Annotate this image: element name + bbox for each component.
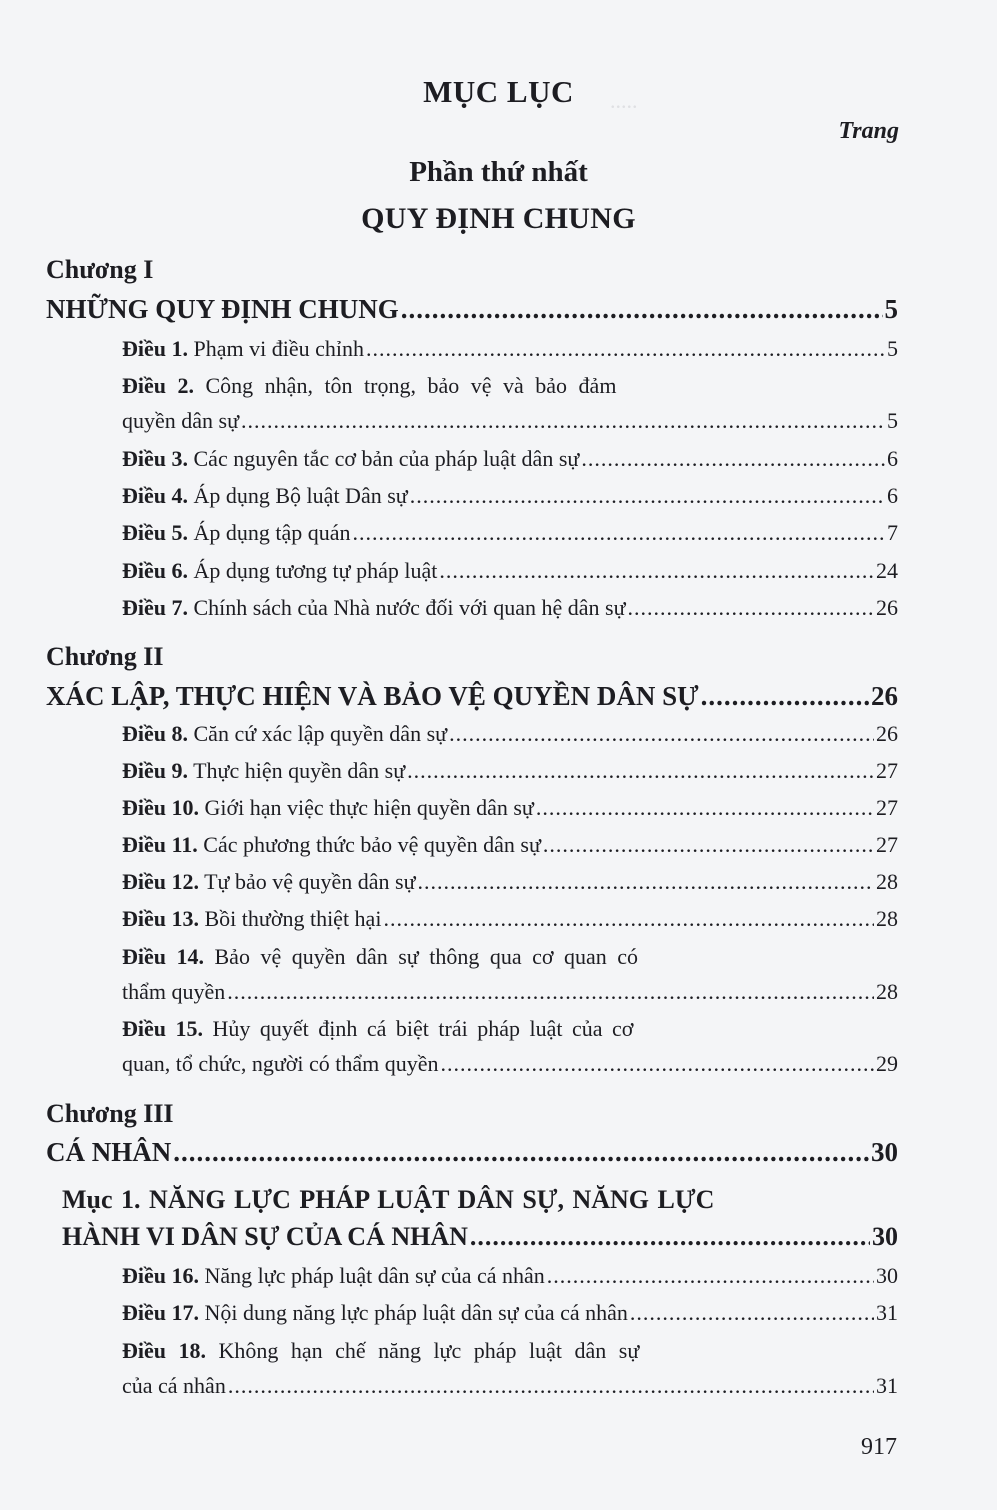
page-ref: 30 [876, 1263, 898, 1288]
page-ref: 28 [876, 869, 898, 894]
page-ref: 27 [876, 758, 898, 783]
toc-entry[interactable] [122, 979, 898, 1005]
leader-dots [228, 1373, 874, 1399]
article-title: Tự bảo vệ quyền dân sự [204, 869, 416, 894]
page-ref: 24 [876, 558, 898, 583]
article-title: Hủy quyết định cá biệt trái pháp luật của cơ [212, 1016, 634, 1041]
page-ref: 5 [887, 336, 898, 361]
page-title: MỤC LỤC [423, 74, 574, 109]
page-column-label: Trang [838, 118, 899, 144]
page-ref: 31 [876, 1300, 898, 1325]
toc-entry[interactable] [122, 595, 898, 621]
article-title: Không hạn chế năng lực pháp luật dân sự [218, 1338, 640, 1363]
toc-entry[interactable] [122, 446, 898, 472]
article-number: Điều 11. [122, 832, 198, 857]
article-number: Điều 13. [122, 906, 199, 931]
chapter-label: Chương III [46, 1099, 174, 1128]
page-ref: 26 [876, 721, 898, 746]
article-title: Các phương thức bảo vệ quyền dân sự [203, 832, 541, 857]
toc-entry[interactable] [122, 721, 898, 747]
leader-dots [701, 681, 869, 712]
leader-dots [449, 721, 874, 747]
article-number: Điều 9. [122, 758, 188, 783]
article-number: Điều 4. [122, 483, 188, 508]
chapter-title-row[interactable] [46, 294, 898, 325]
leader-dots [241, 408, 885, 434]
article-title: Chính sách của Nhà nước đối với quan hệ dân sự [193, 595, 626, 620]
leader-dots [410, 483, 885, 509]
page-ref: 6 [887, 446, 898, 471]
toc-entry[interactable] [122, 832, 898, 858]
toc-entry[interactable] [122, 408, 898, 434]
article-title: Phạm vi điều chỉnh [193, 336, 364, 361]
part-title: QUY ĐỊNH CHUNG [361, 202, 636, 235]
article-title: Áp dụng tương tự pháp luật [193, 558, 438, 583]
article-number: Điều 16. [122, 1263, 199, 1288]
section-title-cont: HÀNH VI DÂN SỰ CỦA CÁ NHÂN [62, 1222, 468, 1251]
article-title: Giới hạn việc thực hiện quyền dân sự [204, 795, 534, 820]
leader-dots [407, 758, 874, 784]
chapter-title: CÁ NHÂN [46, 1137, 172, 1167]
article-title: Áp dụng tập quán [193, 520, 351, 545]
article-number: Điều 15. [122, 1016, 203, 1041]
page-ref: 31 [876, 1373, 898, 1398]
article-title: Bảo vệ quyền dân sự thông qua cơ quan có [214, 944, 639, 969]
article-title: Công nhận, tôn trọng, bảo vệ và bảo đảm [205, 373, 617, 398]
toc-entry-line[interactable] [122, 1016, 633, 1042]
leader-dots [173, 1137, 869, 1168]
article-number: Điều 14. [122, 944, 204, 969]
toc-entry[interactable] [122, 520, 898, 546]
part-label: Phần thứ nhất [409, 156, 588, 188]
leader-dots [630, 1300, 874, 1326]
leader-dots [441, 1051, 874, 1077]
page-ref: 6 [887, 483, 898, 508]
article-title-cont: của cá nhân [122, 1373, 226, 1398]
leader-dots [628, 595, 874, 621]
article-number: Điều 12. [122, 869, 199, 894]
chapter-title-row[interactable] [46, 681, 898, 712]
article-number: Điều 18. [122, 1338, 206, 1363]
toc-entry[interactable] [122, 758, 898, 784]
toc-entry[interactable] [122, 1051, 898, 1077]
section-title-row[interactable] [62, 1222, 898, 1252]
leader-dots [470, 1222, 870, 1252]
leader-dots [547, 1263, 874, 1289]
page-ref: 28 [876, 906, 898, 931]
leader-dots [543, 832, 874, 858]
chapter-label: Chương I [46, 255, 154, 284]
toc-entry[interactable] [122, 558, 898, 584]
leader-dots [401, 294, 883, 325]
article-title-cont: quyền dân sự [122, 408, 240, 433]
leader-dots [418, 869, 874, 895]
chapter-title-row[interactable] [46, 1137, 898, 1168]
article-title-cont: quan, tổ chức, người có thẩm quyền [122, 1051, 439, 1076]
article-title: Năng lực pháp luật dân sự của cá nhân [204, 1263, 545, 1288]
page-ref: 28 [876, 979, 898, 1004]
page-ref: 27 [876, 795, 898, 820]
toc-entry[interactable] [122, 483, 898, 509]
leader-dots [581, 446, 885, 472]
chapter-title: NHỮNG QUY ĐỊNH CHUNG [46, 294, 399, 324]
toc-entry[interactable] [122, 1263, 898, 1289]
toc-entry[interactable] [122, 1300, 898, 1326]
article-title: Các nguyên tắc cơ bản của pháp luật dân sự [193, 446, 580, 471]
leader-dots [227, 979, 874, 1005]
chapter-title: XÁC LẬP, THỰC HIỆN VÀ BẢO VỆ QUYỀN DÂN SỰ [46, 681, 699, 711]
article-title: Nội dung năng lực pháp luật dân sự của cá nhân [204, 1300, 628, 1325]
page-ref: 5 [884, 294, 898, 324]
article-number: Điều 5. [122, 520, 188, 545]
toc-entry[interactable] [122, 1373, 898, 1399]
article-number: Điều 2. [122, 373, 194, 398]
article-number: Điều 1. [122, 336, 188, 361]
article-title: Căn cứ xác lập quyền dân sự [193, 721, 448, 746]
leader-dots [536, 795, 874, 821]
page-ref: 30 [872, 1222, 898, 1251]
toc-entry[interactable] [122, 336, 898, 362]
page-ref: 26 [876, 595, 898, 620]
article-title: Bồi thường thiệt hại [204, 906, 382, 931]
leader-dots [439, 558, 874, 584]
article-title-cont: thẩm quyền [122, 979, 226, 1004]
toc-entry-line[interactable] [122, 944, 638, 970]
article-title: Áp dụng Bộ luật Dân sự [193, 483, 408, 508]
leader-dots [353, 520, 885, 546]
toc-entry[interactable] [122, 906, 898, 932]
page-ref: 5 [887, 408, 898, 433]
article-number: Điều 7. [122, 595, 188, 620]
section-title-line: Mục 1. NĂNG LỰC PHÁP LUẬT DÂN SỰ, NĂNG LỰC [62, 1185, 715, 1214]
toc-entry-line[interactable] [122, 373, 616, 399]
page-ref: 7 [887, 520, 898, 545]
article-title: Thực hiện quyền dân sự [193, 758, 406, 783]
page-ref: 26 [871, 681, 898, 711]
chapter-label: Chương II [46, 642, 164, 671]
toc-entry[interactable] [122, 795, 898, 821]
page-ref: 30 [871, 1137, 898, 1167]
leader-dots [383, 906, 874, 932]
page-ref: 27 [876, 832, 898, 857]
page-ref: 29 [876, 1051, 898, 1076]
article-number: Điều 3. [122, 446, 188, 471]
article-number: Điều 17. [122, 1300, 199, 1325]
article-number: Điều 8. [122, 721, 188, 746]
leader-dots [366, 336, 885, 362]
page-number: 917 [861, 1434, 897, 1460]
toc-entry-line[interactable] [122, 1338, 639, 1364]
show-through: ..... [610, 88, 638, 113]
article-number: Điều 10. [122, 795, 199, 820]
article-number: Điều 6. [122, 558, 188, 583]
toc-entry[interactable] [122, 869, 898, 895]
